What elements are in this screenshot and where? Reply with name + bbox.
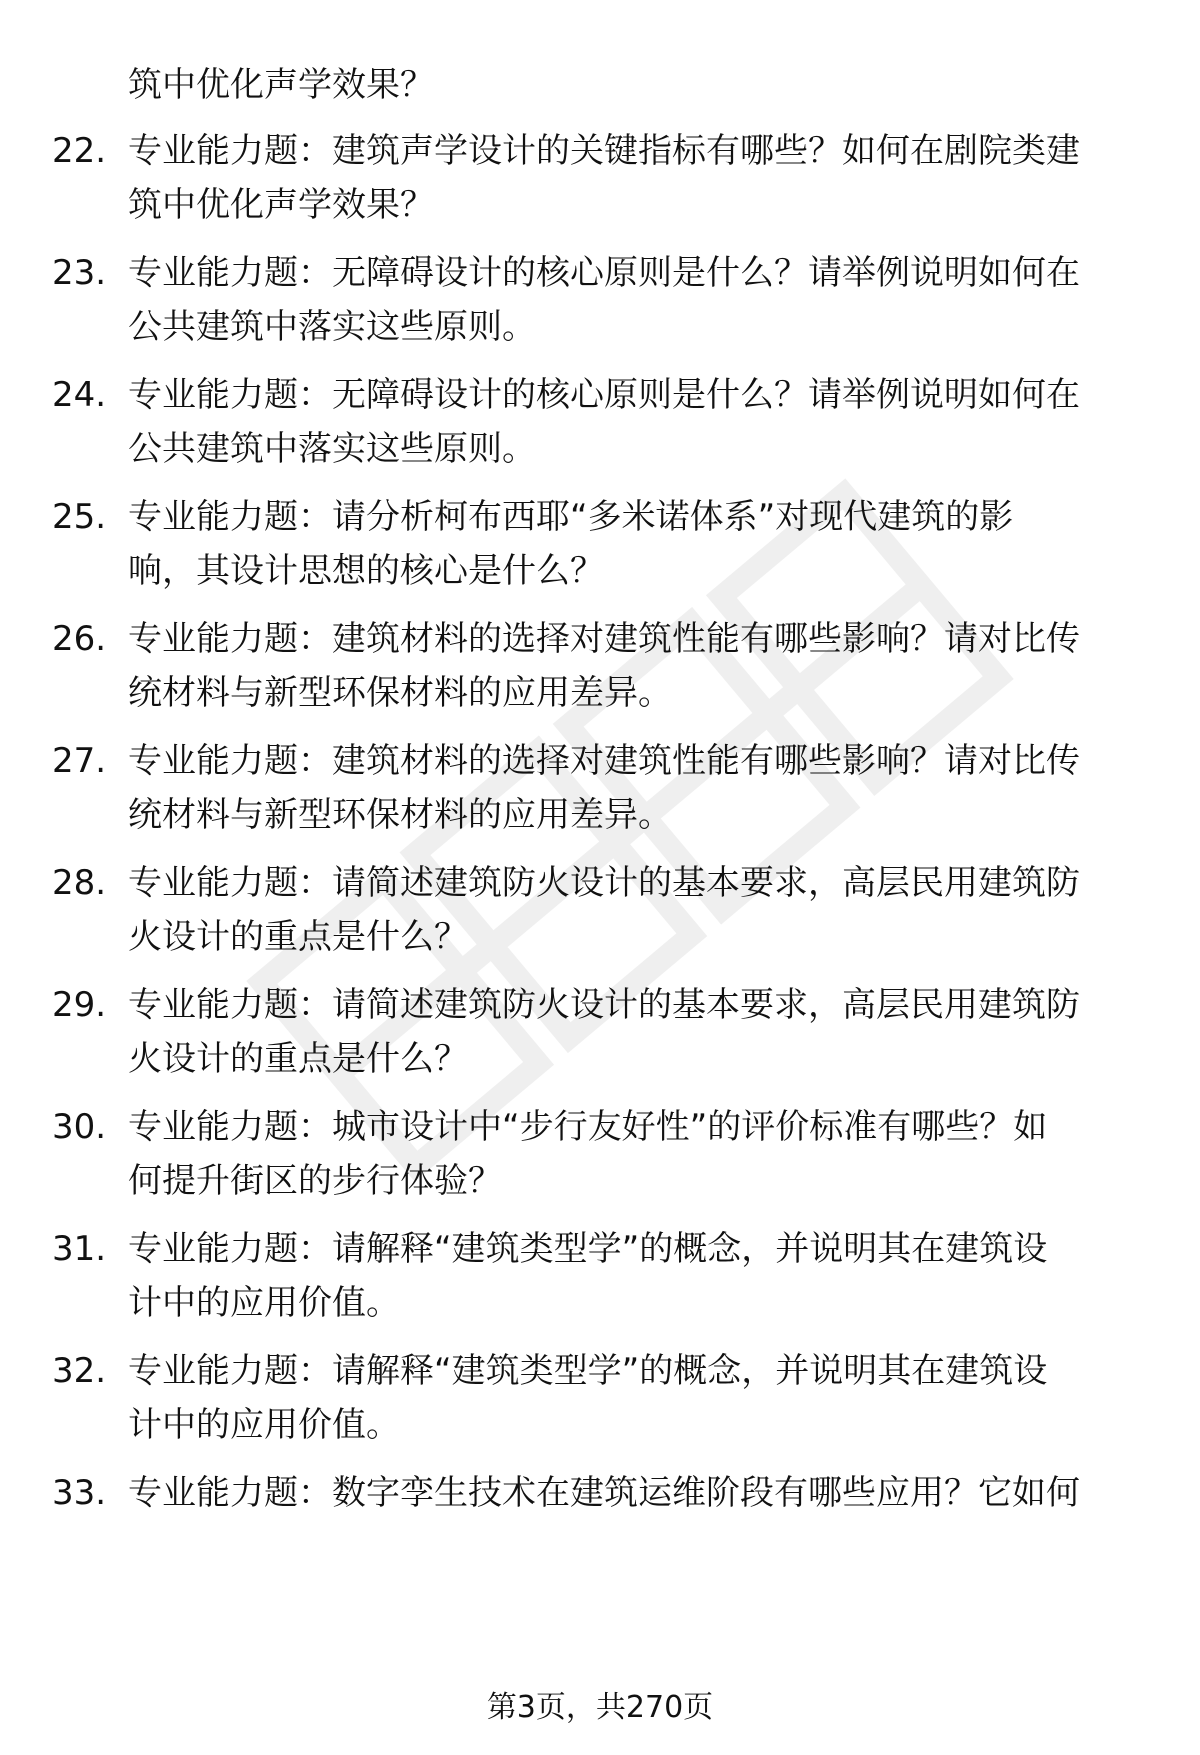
question-line: 专业能力题：无障碍设计的核心原则是什么？请举例说明如何在 (128, 253, 1080, 293)
question-item (0, 1344, 1200, 1464)
question-line: 计中的应用价值。 (128, 1405, 400, 1445)
question-number: 29. (52, 985, 107, 1025)
question-line: 火设计的重点是什么？ (128, 1039, 468, 1079)
question-number: 27. (52, 741, 107, 781)
question-line: 专业能力题：建筑声学设计的关键指标有哪些？如何在剧院类建 (128, 131, 1080, 171)
question-number: 26. (52, 619, 107, 659)
question-item (0, 1100, 1200, 1220)
question-item (0, 1222, 1200, 1342)
question-text (128, 1222, 1047, 1330)
question-line: 专业能力题：无障碍设计的核心原则是什么？请举例说明如何在 (128, 375, 1080, 415)
question-number: 24. (52, 375, 107, 415)
question-number: 28. (52, 863, 107, 903)
question-text (128, 124, 1080, 232)
question-text (128, 1466, 1080, 1520)
question-text (128, 734, 1080, 842)
question-number: 30. (52, 1107, 107, 1147)
question-line: 专业能力题：建筑材料的选择对建筑性能有哪些影响？请对比传 (128, 741, 1080, 781)
question-line: 专业能力题：城市设计中“步行友好性”的评价标准有哪些？如 (128, 1107, 1048, 1147)
question-line: 火设计的重点是什么？ (128, 917, 468, 957)
question-line: 计中的应用价值。 (128, 1283, 400, 1323)
question-number: 23. (52, 253, 107, 293)
question-item (0, 490, 1200, 610)
question-item (0, 1466, 1200, 1586)
question-text (128, 368, 1080, 476)
carryover-line: 筑中优化声学效果？ (128, 65, 434, 105)
question-number: 31. (52, 1229, 107, 1269)
question-item (0, 734, 1200, 854)
question-line: 公共建筑中落实这些原则。 (128, 429, 536, 469)
question-number: 22. (52, 131, 107, 171)
question-line: 专业能力题：请简述建筑防火设计的基本要求，高层民用建筑防 (128, 985, 1080, 1025)
question-text (128, 612, 1080, 720)
question-text (128, 1100, 1047, 1208)
question-line: 何提升街区的步行体验？ (128, 1161, 502, 1201)
question-item (0, 246, 1200, 366)
question-line: 专业能力题：请解释“建筑类型学”的概念，并说明其在建筑设 (128, 1351, 1048, 1391)
question-line: 专业能力题：请分析柯布西耶“多米诺体系”对现代建筑的影 (128, 497, 1014, 537)
question-text (128, 490, 1013, 598)
page-footer: 第3页，共270页 (486, 1690, 714, 1725)
question-line: 专业能力题：数字孪生技术在建筑运维阶段有哪些应用？它如何 (128, 1473, 1080, 1513)
question-line: 统材料与新型环保材料的应用差异。 (128, 795, 672, 835)
question-line: 专业能力题：请解释“建筑类型学”的概念，并说明其在建筑设 (128, 1229, 1048, 1269)
question-line: 统材料与新型环保材料的应用差异。 (128, 673, 672, 713)
question-text (128, 978, 1080, 1086)
question-item (0, 368, 1200, 488)
question-line: 专业能力题：请简述建筑防火设计的基本要求，高层民用建筑防 (128, 863, 1080, 903)
question-item (0, 856, 1200, 976)
question-line: 筑中优化声学效果？ (128, 185, 434, 225)
question-line: 响，其设计思想的核心是什么？ (128, 551, 604, 591)
question-number: 33. (52, 1473, 107, 1513)
question-item (0, 612, 1200, 732)
question-line: 公共建筑中落实这些原则。 (128, 307, 536, 347)
question-item (0, 978, 1200, 1098)
question-text (128, 1344, 1047, 1452)
question-text (128, 246, 1080, 354)
question-number: 32. (52, 1351, 107, 1391)
question-line: 专业能力题：建筑材料的选择对建筑性能有哪些影响？请对比传 (128, 619, 1080, 659)
question-item (0, 124, 1200, 244)
question-number: 25. (52, 497, 107, 537)
question-text (128, 856, 1080, 964)
